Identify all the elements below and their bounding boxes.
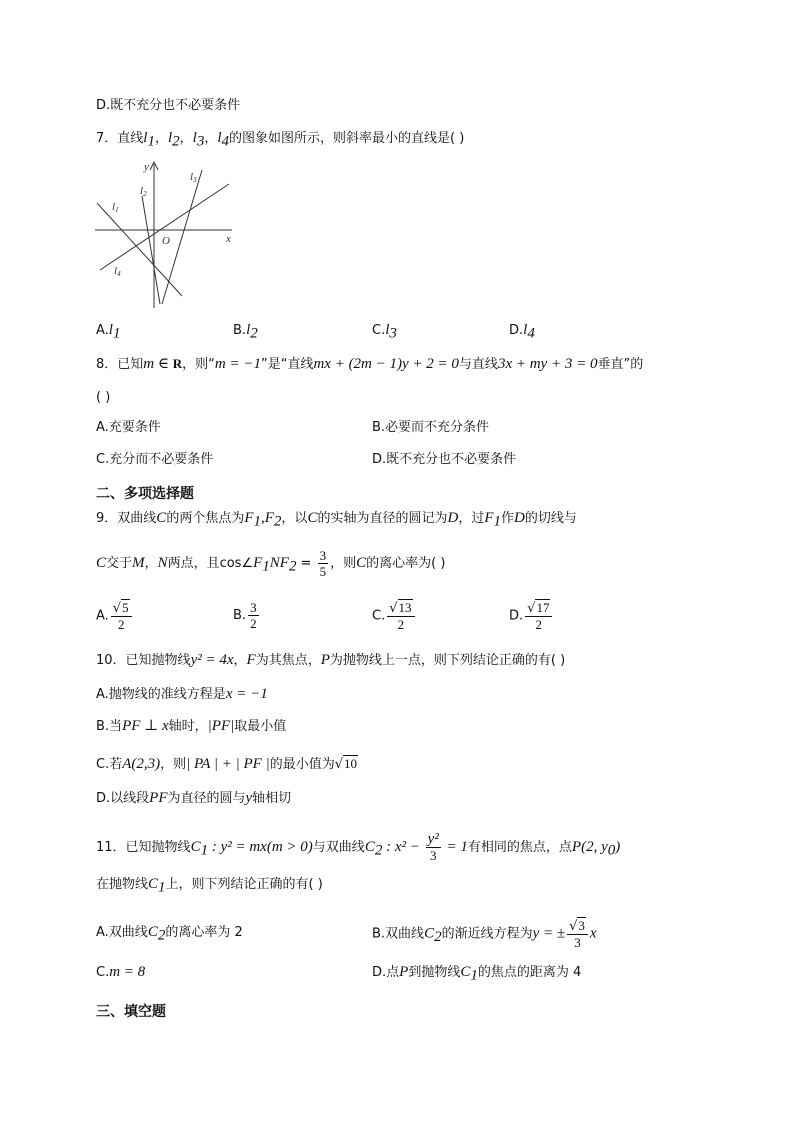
q9-number: 9． <box>96 511 118 526</box>
graph-l2-label: l2 <box>140 185 147 198</box>
q7-number: 7． <box>96 131 118 146</box>
option-var: l <box>246 322 251 338</box>
option-sub: 1 <box>112 325 121 342</box>
q10-comma: ， <box>233 653 247 668</box>
q8-text-5: 垂直”的 <box>597 357 644 372</box>
q11-option-a-text: A.双曲线 <box>96 925 148 940</box>
option-den: 2 <box>397 617 405 632</box>
q10-text: 已知抛物线 <box>125 653 191 668</box>
q10-option-d-text-2: 为直径的圆与 <box>167 791 246 806</box>
q8-option-b[interactable] <box>372 418 489 438</box>
graph-l1-label: l1 <box>112 201 119 214</box>
q10-text-3: 为抛物线上一点，则下列结论正确的有( ) <box>329 653 566 668</box>
q9-f2-sub: 2 <box>273 513 282 530</box>
option-label: B. <box>233 608 247 623</box>
q9-text-6: 作 <box>501 511 515 526</box>
q7-sep: ， <box>204 131 218 146</box>
q11-fraction-den: 3 <box>429 848 437 863</box>
option-num: √5 <box>111 600 132 617</box>
q8-text-4: 与直线 <box>458 357 498 372</box>
q11-fraction <box>426 832 441 863</box>
q9-c: C <box>307 510 318 526</box>
option-var: l <box>523 322 528 338</box>
option-num: √17 <box>525 600 552 617</box>
option-sub: 2 <box>250 325 258 342</box>
q11-text-4: 在抛物线 <box>96 877 149 892</box>
q11-option-b-num: √3 <box>567 918 588 935</box>
q9-text-3: ，以 <box>281 511 308 526</box>
section3-title: 三、填空题 <box>96 1004 166 1020</box>
q11-option-c-text: C. <box>96 965 110 980</box>
q6-option-d <box>96 96 240 116</box>
q11-number: 11． <box>96 840 126 855</box>
option-radicand: 5 <box>122 600 129 615</box>
option-sub: 4 <box>527 325 535 342</box>
q10-option-c[interactable]: C.若A(2,3)，则| PA | + | PF |的最小值为√10 <box>96 756 358 772</box>
q9-comma: , <box>261 510 265 526</box>
line-l1 <box>97 203 182 296</box>
q11-c2: C <box>364 839 375 855</box>
q11-option-c-math: m = 8 <box>109 964 146 980</box>
q10-option-d-text: D.以线段 <box>96 791 150 806</box>
section-heading-fill-in <box>96 1002 166 1022</box>
graph-l4-label: l4 <box>114 265 121 278</box>
q11-equation-1: : y² = mx(m > 0) <box>208 839 313 855</box>
q9-stem-line1 <box>96 508 577 532</box>
q8-option-d-text: D.既不充分也不必要条件 <box>372 452 517 467</box>
q9-ang-f1: F <box>253 555 263 571</box>
q10-stem <box>96 650 565 671</box>
q9-text-2: 的两个焦点为 <box>166 511 245 526</box>
q9-ang-f1-sub: 1 <box>262 558 270 575</box>
q10-option-c-text-3: 的最小值为 <box>269 757 335 772</box>
q10-text-2: 为其焦点， <box>255 653 321 668</box>
option-sub: 3 <box>389 325 397 342</box>
q8-line-2: 3x + my + 3 = 0 <box>497 356 598 372</box>
q11-option-a-c2: C <box>147 924 158 940</box>
q11-option-a-c2-sub: 2 <box>157 927 166 944</box>
option-fraction <box>387 600 414 632</box>
q7-option-d[interactable] <box>509 320 535 344</box>
q7-l4: l <box>217 130 222 146</box>
q9-f1-sub: 1 <box>253 513 261 530</box>
q8-in: ∈ <box>154 356 173 372</box>
q8-text-2: ，则“ <box>182 357 215 372</box>
q9-ang-f2-sub: 2 <box>288 558 297 575</box>
q9-f2: F <box>264 510 274 526</box>
section-heading-multiple-choice <box>96 484 194 504</box>
q9-text-5: ，过 <box>458 511 485 526</box>
q7-option-a[interactable] <box>96 320 120 344</box>
option-label: D. <box>509 608 524 624</box>
q7-l2: l <box>167 130 173 146</box>
q9-text-11: 的离心率为( ) <box>366 556 446 571</box>
q11-c1: C <box>190 839 201 855</box>
q7-l3-sub: 3 <box>196 133 205 150</box>
q9-cos: cos∠ <box>219 556 254 571</box>
graph-x-label: x <box>226 233 231 245</box>
q9-ang-n: N <box>269 555 280 571</box>
q8-option-a[interactable] <box>96 418 161 438</box>
option-fraction <box>525 600 552 632</box>
q9-option-b[interactable] <box>233 600 261 631</box>
option-label: C. <box>372 608 386 624</box>
q7-graph <box>92 158 242 310</box>
q10-option-c-radicand: 10 <box>344 756 358 771</box>
q11-option-d-p: P <box>399 964 409 980</box>
q9-text-10: ，则 <box>330 556 357 571</box>
q7-l2-sub: 2 <box>172 133 180 150</box>
q10-option-c-point: A(2,3) <box>122 756 161 772</box>
section2-title: 二、多项选择题 <box>96 486 194 502</box>
q8-option-c-text: C.充分而不必要条件 <box>96 452 214 467</box>
q11-c1-sub: 1 <box>200 842 209 859</box>
q10-option-b[interactable] <box>96 716 286 737</box>
q11-option-d-text-2: 到抛物线 <box>408 965 461 980</box>
q9-m: M <box>132 555 145 571</box>
q10-equation: y² = 4x <box>190 652 234 668</box>
q11-option-b-fraction <box>567 918 588 950</box>
q10-option-c-text-2: ，则 <box>160 757 187 772</box>
q7-l4-sub: 4 <box>221 133 230 150</box>
q8-option-a-text: A.充要条件 <box>96 420 161 435</box>
q9-text: 双曲线 <box>117 511 157 526</box>
option-radicand: 13 <box>398 600 412 615</box>
q10-option-d[interactable] <box>96 788 291 809</box>
q10-option-d-y: y <box>245 790 253 806</box>
q8-condition: m = −1 <box>214 356 261 372</box>
q11-equation-2a: : x² − <box>382 839 424 855</box>
q9-fraction-num: 3 <box>319 548 327 563</box>
q9-text-4: 的实轴为直径的圆记为 <box>317 511 448 526</box>
q9-option-d[interactable] <box>509 600 554 632</box>
q8-reals: R <box>172 356 183 371</box>
q9-option-a[interactable] <box>96 600 134 632</box>
q11-option-c[interactable] <box>96 962 145 983</box>
q11-option-b-text-2: 的渐近线方程为 <box>441 926 533 942</box>
q10-f: F <box>246 652 256 668</box>
q11-c1-sub: 1 <box>158 879 166 896</box>
q11-text-3: 有相同的焦点，点 <box>467 840 572 855</box>
q11-point-close: ) <box>615 839 621 855</box>
q6-option-d-text: D.既不充分也不必要条件 <box>96 98 241 113</box>
q11-option-b-c2-sub: 2 <box>434 929 442 946</box>
q11-text-2: 与双曲线 <box>312 840 365 855</box>
q10-option-a-math: x = −1 <box>225 686 268 702</box>
q11-point: P(2, y <box>571 839 608 855</box>
q9-f1: F <box>244 510 254 526</box>
q9-text-9: 两点，且 <box>167 556 220 571</box>
q11-option-d-c1-sub: 1 <box>470 967 478 984</box>
q10-option-c-math: | PA | + | PF | <box>186 756 270 772</box>
q7-option-b[interactable] <box>233 320 258 344</box>
option-num: 3 <box>250 600 257 615</box>
q9-F1: F <box>484 510 494 526</box>
q9-option-c[interactable] <box>372 600 417 632</box>
q7-stem <box>96 128 464 152</box>
graph-l3-label: l3 <box>190 171 197 184</box>
q10-option-a-text: A.抛物线的准线方程是 <box>96 687 226 702</box>
q11-option-b-c2: C <box>424 925 435 942</box>
q11-c2-sub: 2 <box>374 842 383 859</box>
q9-fraction <box>318 548 329 579</box>
q7-sep: ， <box>154 131 168 146</box>
option-fraction <box>111 600 132 632</box>
q9-fraction-den: 5 <box>319 564 327 579</box>
q11-option-d[interactable] <box>372 962 581 986</box>
q8-stem <box>96 354 643 375</box>
q7-text: 直线 <box>117 131 144 146</box>
option-den: 2 <box>250 616 257 631</box>
q9-d: D <box>514 510 525 526</box>
q11-text: 已知抛物线 <box>125 840 191 855</box>
q10-option-d-text-3: 轴相切 <box>252 791 292 806</box>
q9-d: D <box>447 510 459 526</box>
q11-option-b-text: B.双曲线 <box>372 926 425 942</box>
option-label: D. <box>509 323 524 338</box>
q7-sep: ， <box>179 131 193 146</box>
option-var: l <box>108 322 113 338</box>
q9-c: C <box>356 555 367 571</box>
option-radicand: 17 <box>536 600 550 615</box>
q11-option-a-text-2: 的离心率为 2 <box>165 925 243 940</box>
q7-l1-sub: 1 <box>147 133 155 150</box>
option-den: 2 <box>117 617 125 632</box>
line-l2 <box>142 196 160 304</box>
q8-number: 8． <box>96 357 118 372</box>
q9-equals: = <box>296 556 316 571</box>
q9-F1-sub: 1 <box>493 513 501 530</box>
q8-option-c[interactable] <box>96 450 213 470</box>
q9-ang-f2: F <box>279 555 289 571</box>
graph-y-label: y <box>144 161 149 173</box>
q9-c: C <box>156 510 167 526</box>
q8-text: 已知 <box>117 357 144 372</box>
q11-option-d-text: D.点 <box>372 965 400 980</box>
option-fraction <box>248 600 259 631</box>
option-label: A. <box>96 323 109 338</box>
q7-option-c[interactable] <box>372 320 397 344</box>
q11-option-d-c1: C <box>460 964 471 980</box>
q8-option-b-text: B.必要而不充分条件 <box>372 420 490 435</box>
q11-point-sub: 0 <box>607 842 616 859</box>
graph-origin-label: O <box>162 235 170 247</box>
q11-option-d-text-3: 的焦点的距离为 4 <box>477 965 582 980</box>
q10-option-c-text: C.若 <box>96 757 123 772</box>
q10-option-b-math: PF ⊥ x <box>122 718 169 734</box>
q11-fraction-num: y² <box>427 831 439 847</box>
q8-paren <box>96 388 110 408</box>
option-label: C. <box>372 323 386 338</box>
option-label: A. <box>96 608 109 624</box>
q9-comma-2: ， <box>144 556 158 571</box>
option-var: l <box>385 322 390 338</box>
q9-stem-line2 <box>96 548 445 579</box>
q8-text-3: ”是“直线 <box>260 357 314 372</box>
q11-option-b-radicand: 3 <box>578 918 585 933</box>
option-label: B. <box>233 323 247 338</box>
q8-answer-paren: ( ) <box>96 390 111 405</box>
q10-option-d-math: PF <box>149 790 168 806</box>
q7-l1: l <box>143 130 148 146</box>
q10-number: 10． <box>96 653 126 668</box>
q10-option-b-text: B.当 <box>96 719 123 734</box>
q9-text-7: 的切线与 <box>524 511 577 526</box>
q11-option-a[interactable] <box>96 922 243 946</box>
option-num: √13 <box>387 600 414 617</box>
q9-text-8: 交于 <box>106 556 133 571</box>
q8-option-d[interactable] <box>372 450 516 470</box>
q11-c1: C <box>148 876 159 892</box>
q11-option-b-math: y = ± <box>532 925 566 942</box>
q7-text-2: 的图象如图所示，则斜率最小的直线是( ) <box>229 131 465 146</box>
q10-p: P <box>320 652 330 668</box>
q10-option-a[interactable] <box>96 684 268 705</box>
q11-stem-line1 <box>96 832 620 863</box>
q9-c: C <box>96 555 107 571</box>
q10-option-b-math-2: |PF| <box>207 718 235 734</box>
q8-line-1: mx + (2m − 1)y + 2 = 0 <box>313 356 459 372</box>
q11-text-5: 上，则下列结论正确的有( ) <box>165 877 323 892</box>
q11-stem-line2 <box>96 874 323 898</box>
q10-option-b-text-2: 轴时， <box>168 719 208 734</box>
q8-m: m <box>143 356 155 372</box>
q9-n: N <box>157 555 168 571</box>
q10-option-b-text-3: 取最小值 <box>234 719 287 734</box>
q7-l3: l <box>192 130 197 146</box>
q11-option-b[interactable] <box>372 918 597 950</box>
q11-equation-2b: = 1 <box>442 839 468 855</box>
q11-option-b-x: x <box>589 925 597 942</box>
q11-option-b-den: 3 <box>574 935 581 950</box>
option-den: 2 <box>535 617 543 632</box>
